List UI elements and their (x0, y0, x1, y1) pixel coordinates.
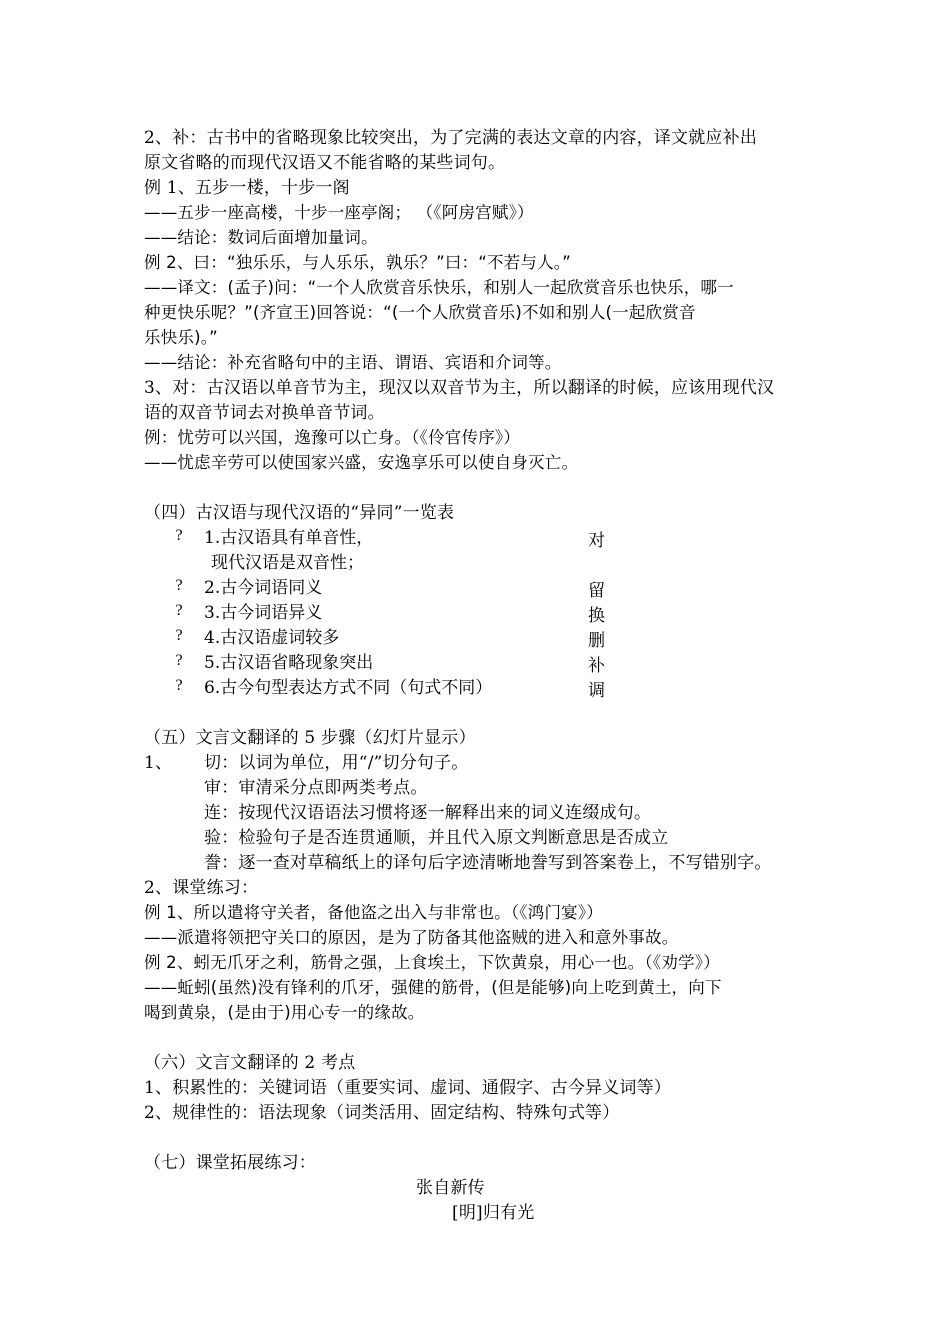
row-text: 2.古今词语同义 (204, 578, 323, 598)
dui-line-1: 3、对：古汉语以单音节为主，现汉以双音节为主，所以翻译的时候，应该用现代汉 (144, 378, 775, 398)
step-teng: 誊：逐一查对草稿纸上的译句后字迹清晰地誊写到答案卷上，不写错别字。 (204, 853, 772, 873)
bu-example-2: 例 2、曰：“独乐乐，与人乐乐，孰乐？”曰：“不若与人。” (144, 253, 571, 272)
practice-example-2-translation-1: ——蚯蚓(虽然)没有锋利的爪牙，强健的筋骨，(但是能够)向上吃到黄土，向下 (144, 978, 722, 997)
bu-line-2: 原文省略的而现代汉语又不能省略的某些词句。 (144, 153, 506, 173)
bullet-icon: ? (175, 527, 183, 544)
practice-example-2-translation-2: 喝到黄泉，(是由于)用心专一的缘故。 (144, 1003, 425, 1022)
bu-example-2-translation-3: 乐快乐)。” (144, 328, 218, 347)
dui-example: 例：忧劳可以兴国，逸豫可以亡身。（《伶官传序》） (144, 428, 521, 447)
practice-heading: 2、课堂练习： (144, 878, 259, 898)
step-lian: 连：按现代汉语语法习惯将逐一解释出来的词义连缀成句。 (204, 803, 652, 823)
step-yan: 验：检验句子是否连贯通顺，并且代入原文判断意思是否成立 (204, 828, 669, 848)
row-text: 1.古汉语具有单音性， (204, 528, 374, 548)
row-tag: 对 (588, 531, 605, 551)
row-tag: 换 (588, 606, 605, 626)
row-text: 6.古今句型表达方式不同（句式不同） (204, 678, 493, 698)
bu-example-1: 例 1、五步一楼，十步一阁 (144, 178, 350, 198)
step-number: 1、 (144, 753, 173, 773)
dui-example-translation: ——忧虑辛劳可以使国家兴盛，安逸享乐可以使自身灭亡。 (144, 453, 579, 472)
row-text-2: 现代汉语是双音性； (211, 553, 364, 573)
bu-example-1-conclusion: ——结论：数词后面增加量词。 (144, 228, 378, 247)
section-7-title: （七）课堂拓展练习： (144, 1153, 316, 1173)
row-text: 4.古汉语虚词较多 (204, 628, 340, 648)
dui-line-2: 语的双音节词去对换单音节词。 (144, 403, 385, 423)
bu-line-1: 2、补：古书中的省略现象比较突出，为了完满的表达文章的内容，译文就应补出 (144, 128, 758, 148)
row-text: 3.古今词语异义 (204, 603, 323, 623)
practice-example-2: 例 2、蚓无爪牙之利，筋骨之强，上食埃土，下饮黄泉，用心一也。（《劝学》） (144, 953, 720, 972)
row-tag: 删 (588, 631, 605, 651)
step-qie: 切：以词为单位，用“/”切分句子。 (204, 753, 469, 773)
bullet-icon: ? (175, 652, 183, 669)
bullet-icon: ? (175, 602, 183, 619)
bu-example-2-translation-2: 种更快乐呢？”(齐宣王)回答说：“(一个人欣赏音乐)不如和别人(一起欣赏音 (144, 303, 696, 322)
row-tag: 调 (588, 681, 605, 701)
section-6-item-1: 1、积累性的：关键词语（重要实词、虚词、通假字、古今异义词等） (144, 1078, 672, 1098)
section-6-title: （六）文言文翻译的 2 考点 (144, 1053, 356, 1073)
bullet-icon: ? (175, 677, 183, 694)
row-tag: 补 (588, 656, 605, 676)
bullet-icon: ? (175, 577, 183, 594)
row-text: 5.古汉语省略现象突出 (204, 653, 374, 673)
practice-example-1-translation: ——派遣将领把守关口的原因，是为了防备其他盗贼的进入和意外事故。 (144, 928, 679, 947)
bullet-icon: ? (175, 627, 183, 644)
bu-example-2-conclusion: ——结论：补充省略句中的主语、谓语、宾语和介词等。 (144, 353, 562, 372)
essay-title: 张自新传 (416, 1178, 485, 1198)
practice-example-1: 例 1、所以遣将守关者，备他盗之出入与非常也。（《鸿门宴》） (144, 903, 603, 922)
row-tag: 留 (588, 581, 605, 601)
step-shen: 审：审清采分点即两类考点。 (204, 778, 428, 798)
bu-example-2-translation-1: ——译文：(孟子)问：“一个人欣赏音乐快乐，和别人一起欣赏音乐也快乐，哪一 (144, 278, 734, 297)
bu-example-1-translation: ——五步一座高楼，十步一座亭阁； （《阿房宫赋》） (144, 203, 534, 222)
section-4-title: （四）古汉语与现代汉语的“异同”一览表 (144, 503, 455, 523)
section-6-item-2: 2、规律性的：语法现象（词类活用、固定结构、特殊句式等） (144, 1103, 620, 1123)
section-5-title: （五）文言文翻译的 5 步骤（幻灯片显示） (144, 728, 476, 748)
essay-author: [明]归有光 (452, 1203, 535, 1223)
